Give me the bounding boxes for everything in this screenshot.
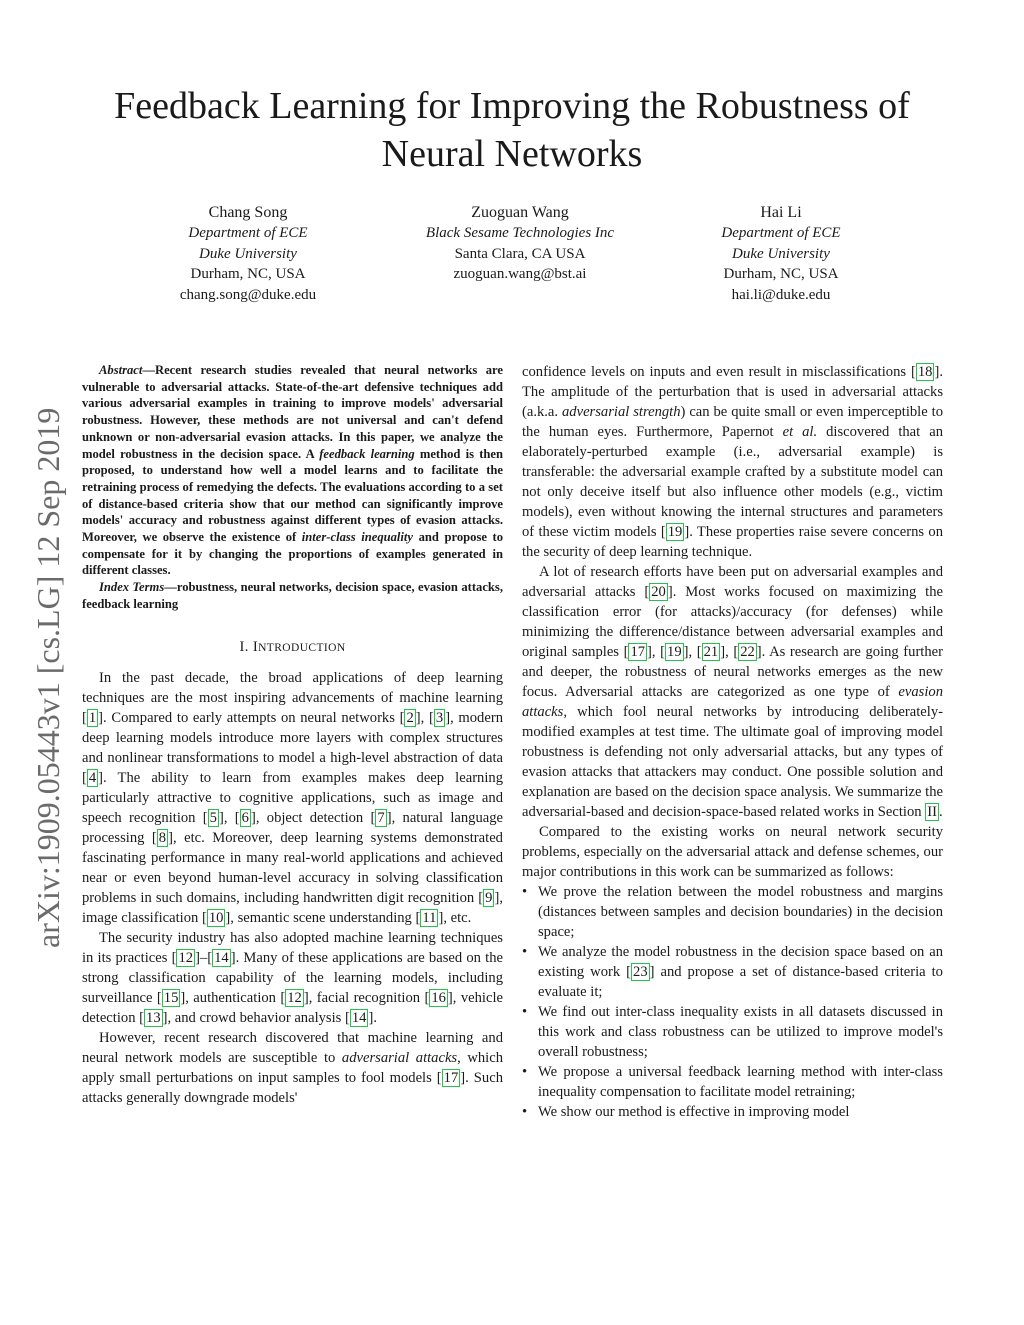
abstract-label: Abstract xyxy=(99,363,143,377)
author-email: chang.song@duke.edu xyxy=(179,286,317,303)
list-item: • We prove the relation between the model robustness and margins (distances between samples and decision boundaries) in the decision space; xyxy=(522,882,943,942)
index-terms: Index Terms—robustness, neural networks, decision space, evasion attacks, feedback learning xyxy=(82,580,503,611)
contributions-list xyxy=(522,882,943,1122)
paper-title: Feedback Learning for Improving the Robustness of Neural Networks xyxy=(114,85,910,175)
author-email: hai.li@duke.edu xyxy=(731,286,831,303)
citation-link[interactable]: 22 xyxy=(740,644,755,660)
arxiv-identifier: arXiv:1909.05443v1 [cs.LG] 12 Sep 2019 xyxy=(30,407,66,948)
citation-link[interactable]: 15 xyxy=(163,989,179,1006)
citation-link[interactable]: 2 xyxy=(406,709,414,726)
citation-link[interactable]: 19 xyxy=(667,644,682,660)
section-link[interactable]: II xyxy=(927,804,937,820)
author-email: zuoguan.wang@bst.ai xyxy=(453,266,587,282)
citation-link[interactable]: 6 xyxy=(241,809,249,826)
citation-link[interactable]: 18 xyxy=(917,364,933,380)
citation-link[interactable]: 19 xyxy=(667,524,683,540)
author-organization: Duke University xyxy=(199,245,297,262)
citation-link[interactable]: 17 xyxy=(443,1069,459,1086)
author-block xyxy=(118,202,378,305)
citation-link[interactable]: 16 xyxy=(431,989,446,1006)
list-item: • We propose a universal feedback learning method with inter-class inequality compensation to facilitate model retraining; xyxy=(522,1062,943,1102)
author-location: Durham, NC, USA xyxy=(190,266,306,282)
author-block xyxy=(390,202,650,285)
index-terms-label: Index Terms xyxy=(99,580,165,595)
citation-link[interactable]: 14 xyxy=(351,1009,367,1026)
right-column xyxy=(522,362,943,1122)
author-department: Black Sesame Technologies Inc xyxy=(425,225,615,241)
list-item: • We show our method is effective in improving model xyxy=(522,1102,943,1122)
citation-link[interactable]: 20 xyxy=(651,584,666,600)
left-column xyxy=(82,362,503,1108)
citation-link[interactable]: 8 xyxy=(158,829,167,846)
citation-link[interactable]: 5 xyxy=(209,809,217,826)
intro-paragraph: In the past decade, the broad applications of deep learning techniques are the most inspiring advancements of machine learning [ 1 ]. Compared to early attempts on neural networks [ 2 ], [ 3 ], modern deep learning models introduce more layers with complex structures and nonlinear transformations to model a high-level abstraction of data [ 4 ]. The ability to learn from examples makes deep learning particularly attractive to cognitive applications, such as image and speech recognition [ 5 ], [ 6 ], object detection [ 7 ], natural language processing [ 8 ], etc. Moreover, deep learning systems demonstrated fascinating performance in many real-world applications and achieved near or even beyond human-level accuracy in solving classification problems in such domains, including handwritten digit recognition [ 9 ], image classification [ 10 ], semantic scene understanding [ 11 ], etc. xyxy=(82,669,504,926)
author-name: Hai Li xyxy=(760,204,802,221)
citation-link[interactable]: 14 xyxy=(214,949,229,966)
list-item: • We analyze the model robustness in the decision space based on an existing work [ 23 ] and propose a set of distance-based criteria to evaluate it; xyxy=(522,942,943,1002)
citation-link[interactable]: 13 xyxy=(146,1009,161,1026)
intro-paragraph: The security industry has also adopted machine learning techniques in its practices [ 12 ]–[ 14 ]. Many of these applications are based on the strong classification capability of the learning models, including surveillance [ 15 ], authentication [ 12 ], facial recognition [ 16 ], vehicle detection [ 13 ], and crowd behavior analysis [ 14 ]. xyxy=(82,929,503,1026)
citation-link[interactable]: 12 xyxy=(178,949,194,966)
citation-link[interactable]: 21 xyxy=(703,644,719,660)
body-paragraph: Compared to the existing works on neural network security problems, especially on the adversarial attack and defense schemes, our major contributions in this work can be summarized as follows: xyxy=(522,824,943,880)
abstract: Abstract—Recent research studies revealed that neural networks are vulnerable to adversarial attacks. State-of-the-art defensive techniques add various adversarial examples in training to improve models' adversarial robustness. However, these methods are not universal and can't defend unknown or non-adversarial evasion attacks. In this paper, we analyze the model robustness in the decision space. A feedback learning method is then proposed, to understand how well a model learns and to facilitate the retraining process of remedying the defects. The evaluations according to a set of distance-based criteria show that our method can significantly improve models' accuracy and robustness against different types of evasion attacks. Moreover, we observe the existence of inter-class inequality and propose to compensate for it by changing the proportions of examples generated in different classes. xyxy=(82,363,503,578)
author-name: Zuoguan Wang xyxy=(471,204,569,221)
author-block xyxy=(651,202,911,305)
citation-link[interactable]: 1 xyxy=(88,709,97,726)
citation-link[interactable]: 23 xyxy=(633,964,648,980)
citation-link[interactable]: 12 xyxy=(287,989,302,1006)
author-location: Durham, NC, USA xyxy=(723,266,839,282)
author-name: Chang Song xyxy=(208,204,288,221)
author-department: Department of ECE xyxy=(188,225,308,241)
citation-link[interactable]: 9 xyxy=(485,889,493,906)
author-department: Department of ECE xyxy=(721,225,841,241)
author-location: Santa Clara, CA USA xyxy=(454,245,586,262)
list-item: • We find out inter-class inequality exists in all datasets discussed in this work and class robustness can be utilized to improve model's overall robustness; xyxy=(522,1002,943,1062)
citation-link[interactable]: 7 xyxy=(377,809,385,826)
citation-link[interactable]: 3 xyxy=(435,709,444,726)
author-organization: Duke University xyxy=(732,245,830,262)
section-heading-introduction: I. INTRODUCTION xyxy=(239,638,346,655)
citation-link[interactable]: 11 xyxy=(422,909,437,926)
citation-link[interactable]: 4 xyxy=(88,769,97,786)
citation-link[interactable]: 10 xyxy=(208,909,224,926)
intro-paragraph: However, recent research discovered that machine learning and neural network models are susceptible to adversarial attacks, which apply small perturbations on input samples to fool models [ 17 ]. Such attacks generally downgrade models' xyxy=(82,1029,503,1106)
body-paragraph: A lot of research efforts have been put on adversarial examples and adversarial attacks [ 20 ]. Most works focused on maximizing the classification error (for attacks)/accuracy (for defenses) while minimizing the difference/distance between adversarial examples and original samples [ 17 ], [ 19 ], [ 21 ], [ 22 ]. As research are going further and deeper, the robustness of neural networks emerges as the new focus. Adversarial attacks are categorized as one type of evasion attacks, which fool neural networks by introducing deliberately-modified examples at test time. The ultimate goal of improving model robustness is defending not only adversarial attacks, but any types of evasion attacks that attackers may conduct. One possible solution and explanation are based on the decision space analysis. We summarize the adversarial-based and decision-space-based related works in Section II . xyxy=(522,564,943,820)
citation-link[interactable]: 17 xyxy=(630,644,646,660)
body-paragraph: confidence levels on inputs and even result in misclassifications [ 18 ]. The amplitude of the perturbation that is used in adversarial attacks (a.k.a. adversarial strength) can be quite small or even imperceptible to the human eyes. Furthermore, Papernot et al. discovered that an elaborately-perturbed example (i.e., adversarial example) is transferable: the adversarial example crafted by a substitute model can not only deceive itself but also influence other models (e.g., victim models), even without knowing the internal structures and parameters of these victim models [ 19 ]. These properties raise severe concerns on the security of deep learning technique. xyxy=(522,364,943,560)
